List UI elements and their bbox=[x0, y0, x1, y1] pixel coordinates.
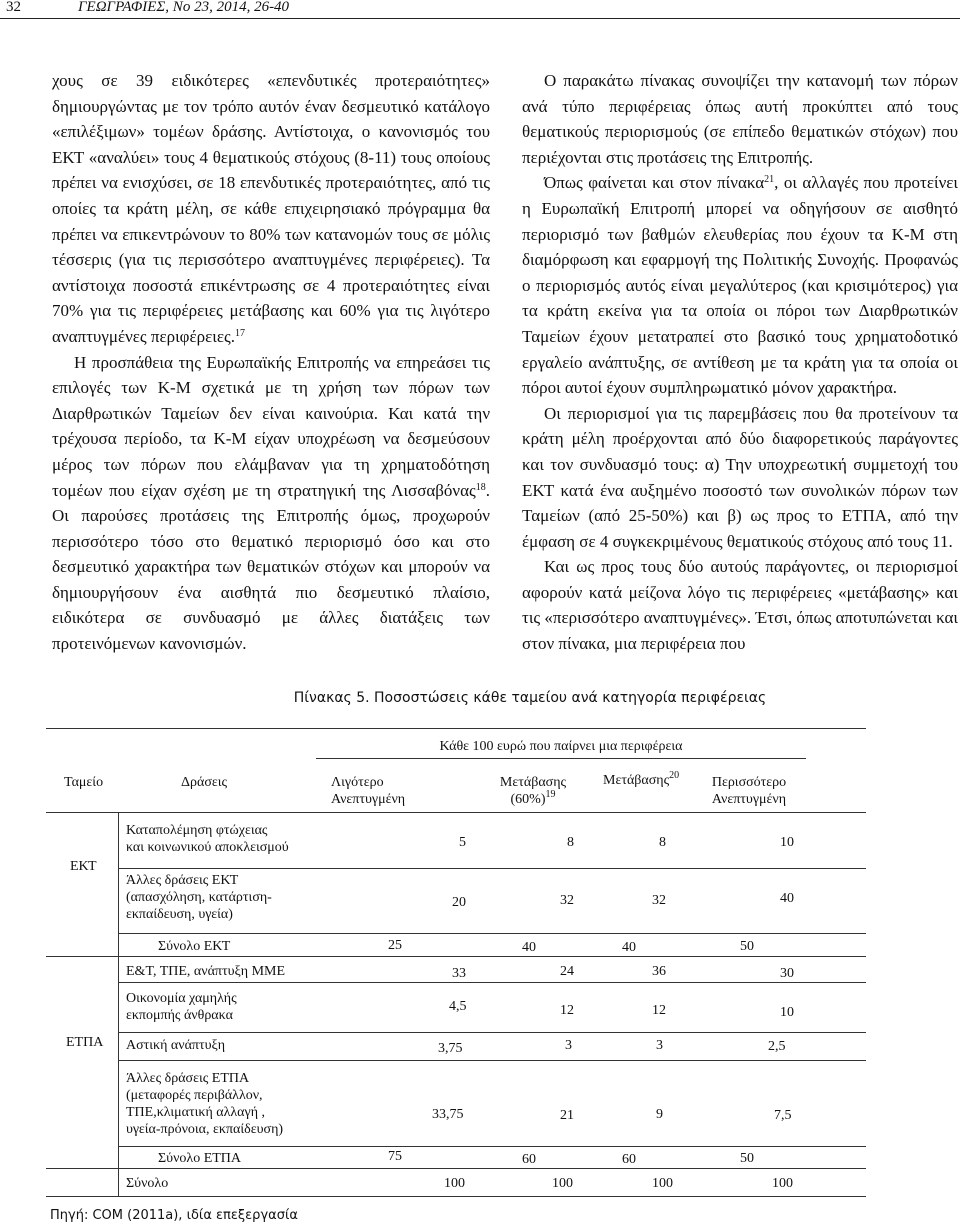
column-header-actions: Δράσεις bbox=[181, 775, 228, 790]
label-line: Οικονομία χαμηλής bbox=[126, 991, 237, 1006]
paragraph-text: Όπως φαίνεται και στον πίνακα bbox=[544, 173, 765, 193]
footnote-ref: 18 bbox=[475, 481, 486, 493]
page-number: 32 bbox=[6, 0, 21, 15]
journal-title: ΓΕΩΓΡΑΦΙΕΣ, Νο 23, 2014, 26-40 bbox=[78, 0, 290, 15]
cell: 3 bbox=[656, 1038, 663, 1053]
cell: 100 bbox=[444, 1176, 465, 1191]
cell: 40 bbox=[522, 940, 536, 955]
cell: 40 bbox=[622, 940, 636, 955]
paragraph: Και ως προς τους δύο αυτούς παράγοντες, οι περιορισμοί αφορούν κατά μείζονα λόγο τις περιφέρειες «μετάβασης» και τις «περισσότερο αναπτυγμένες». Έτσι, όπως αποτυπώνεται και στον πίνακα, μια περιφέρεια που bbox=[522, 557, 958, 654]
cell: 10 bbox=[780, 835, 794, 850]
footnote-ref: 21 bbox=[764, 174, 775, 186]
label-line: ΤΠΕ,κλιματική αλλαγή , bbox=[126, 1105, 266, 1120]
table-rule bbox=[46, 1196, 866, 1197]
label-line: (απασχόληση, κατάρτιση- bbox=[126, 890, 272, 905]
paragraph: Ο παρακάτω πίνακας συνοψίζει την κατανομή των πόρων ανά τύπο περιφέρειας όπως αυτή προκύπτει από τους θεματικούς περιορισμούς (σε επίπεδο θεματικών στόχων) που περιέχονται στις προτάσεις της Επιτροπής. bbox=[522, 71, 958, 167]
cell: 4,5 bbox=[449, 999, 467, 1014]
cell: 24 bbox=[560, 964, 574, 979]
cell: 50 bbox=[740, 1151, 754, 1166]
label-line: υγεία-πρόνοια, εκπαίδευση) bbox=[126, 1122, 284, 1137]
paragraph: Οι περιορισμοί για τις παρεμβάσεις που θα προτείνουν τα κράτη μέλη προέρχονται από δύο διαφορετικούς παράγοντες και τον συνδυασμό τους: α) Την υποχρεωτική συμμετοχή του ΕΚΤ κατά ένα αυξημένο ποσοστό των συνολικών πόρων των Ταμείων (από 25-50%) και β) ως προς το ΕΤΠΑ, από την έμφαση σε 4 συγκεκριμένους θεματικούς στόχους από τους 11. bbox=[522, 403, 958, 551]
cell: 36 bbox=[652, 964, 666, 979]
row-label: Σύνολο bbox=[126, 1176, 169, 1191]
table-rule bbox=[46, 1168, 866, 1169]
header-line: Λιγότερο bbox=[331, 775, 384, 790]
table-rule bbox=[118, 933, 866, 934]
cell: 8 bbox=[659, 835, 666, 850]
header-line bbox=[478, 791, 588, 808]
paragraph bbox=[522, 170, 958, 400]
table-rule bbox=[118, 1032, 866, 1033]
table-rule bbox=[46, 812, 866, 813]
footnote-ref: 20 bbox=[669, 770, 680, 781]
cell: 9 bbox=[656, 1107, 663, 1122]
cell: 75 bbox=[388, 1149, 402, 1164]
row-label bbox=[126, 822, 289, 856]
label-line: εκπαίδευση, υγεία) bbox=[126, 907, 233, 922]
table-caption: Πίνακας 5. Ποσοστώσεις κάθε ταμείου ανά κατηγορία περιφέρειας bbox=[293, 690, 767, 706]
header-line: Ανεπτυγμένη bbox=[711, 792, 787, 807]
cell: 32 bbox=[560, 893, 574, 908]
header-text: (60%) bbox=[510, 792, 546, 807]
cell: 100 bbox=[552, 1176, 573, 1191]
running-header bbox=[0, 0, 960, 40]
column-header-fund: Ταμείο bbox=[64, 775, 104, 790]
header-line: Ανεπτυγμένη bbox=[331, 792, 406, 807]
cell: 5 bbox=[459, 835, 466, 850]
cell: 33 bbox=[452, 966, 466, 981]
row-label: Σύνολο ΕΚΤ bbox=[158, 939, 231, 954]
cell: 33,75 bbox=[432, 1107, 464, 1122]
cell: 7,5 bbox=[774, 1108, 792, 1123]
table-rule bbox=[46, 728, 866, 729]
label-line: και κοινωνικού αποκλεισμού bbox=[126, 840, 289, 855]
row-label: Ε&Τ, ΤΠΕ, ανάπτυξη ΜΜΕ bbox=[126, 964, 286, 979]
cell: 10 bbox=[780, 1005, 794, 1020]
cell: 100 bbox=[652, 1176, 673, 1191]
row-label bbox=[126, 1070, 283, 1138]
label-line: (μεταφορές περιβάλλον, bbox=[126, 1088, 263, 1103]
cell: 32 bbox=[652, 893, 666, 908]
label-line: Άλλες δράσεις ΕΤΠΑ bbox=[126, 1071, 250, 1086]
cell: 60 bbox=[522, 1152, 536, 1167]
table-rule bbox=[118, 812, 119, 1196]
paragraph-text: . Οι παρούσες προτάσεις της Επιτροπής όμως, προχωρούν περισσότερο τόσο στο θεματικό περιορισμό όσο και στο δεσμευτικό χαρακτήρα των θεματικών στόχων και μπορούν να δημιουργήσουν ένα αισθητά πιο δεσμευτικό πλαίσιο, ειδικότερα σε συνδυασμό με άλλες διατάξεις των προτεινόμενων κανονισμών. bbox=[52, 480, 490, 654]
right-column bbox=[522, 68, 958, 657]
table-source: Πηγή: COM (2011a), ιδία επεξεργασία bbox=[50, 1208, 298, 1223]
cell: 50 bbox=[740, 939, 754, 954]
footnote-ref: 19 bbox=[545, 789, 556, 800]
row-label bbox=[126, 990, 237, 1024]
allocation-table bbox=[46, 728, 866, 1198]
table-super-header: Κάθε 100 ευρώ που παίρνει μια περιφέρεια bbox=[439, 739, 683, 754]
cell: 20 bbox=[452, 895, 466, 910]
footnote-ref: 17 bbox=[234, 327, 245, 339]
row-label bbox=[126, 872, 272, 923]
cell: 3,75 bbox=[438, 1041, 463, 1056]
cell: 100 bbox=[772, 1176, 793, 1191]
table-rule bbox=[118, 868, 866, 869]
column-header-transition-60 bbox=[478, 774, 588, 808]
label-line: Καταπολέμηση φτώχειας bbox=[126, 823, 268, 838]
table-rule bbox=[118, 1060, 866, 1061]
cell: 2,5 bbox=[768, 1039, 786, 1054]
row-label: Σύνολο ΕΤΠΑ bbox=[158, 1151, 242, 1166]
fund-ekt: ΕΚΤ bbox=[70, 859, 97, 874]
header-text: Μετάβασης bbox=[603, 773, 670, 788]
paragraph-text: Η προσπάθεια της Ευρωπαϊκής Επιτροπής να επηρεάσει τις επιλογές των Κ-Μ σχετικά με τη χρήση των πόρων των Διαρθρωτικών Ταμείων δεν είναι καινούρια. Και κατά την τρέχουσα περίοδο, τα Κ-Μ είχαν υποχρέωση να δεσμεύσουν μέρος των πόρων που ελάμβαναν για τη χρηματοδότηση τομέων που είχαν σχέση με τη στρατηγική της Λισσαβόνας bbox=[52, 352, 490, 500]
paragraph-text: χους σε 39 ειδικότερες «επενδυτικές προτεραιότητες» δημιουργώντας με τον τρόπο αυτόν έναν δεσμευτικό κατάλογο «επιλέξιμων» τομέων δράσης. Αντίστοιχα, ο κανονισμός του ΕΚΤ «αναλύει» τους 4 θεματικούς στόχους (8-11) τους οποίους πρέπει να ενισχύσει, σε 18 επενδυτικές προτεραιότητες, από τις οποίες τα κράτη μέλη, σε κάθε επιχειρησιακό πρόγραμμα θα πρέπει να επικεντρώνουν το 80% των κατανομών τους σε μόλις τέσσερις (για τις περισσότερο αναπτυγμένες περιφέρειες). Τα αντίστοιχα ποσοστά επικέντρωσης σε 4 προτεραιότητες είναι 70% για τις περιφέρειες μετάβασης και 60% για τις λιγότερο αναπτυγμένες περιφέρειες. bbox=[52, 71, 490, 346]
label-line: εκπομπής άνθρακα bbox=[126, 1008, 233, 1023]
column-header-more-developed bbox=[694, 774, 804, 808]
header-line: Μετάβασης bbox=[499, 775, 567, 790]
paragraph bbox=[52, 68, 490, 350]
cell: 30 bbox=[780, 966, 794, 981]
cell: 8 bbox=[567, 835, 574, 850]
column-header-transition bbox=[603, 772, 679, 789]
cell: 12 bbox=[652, 1003, 666, 1018]
paragraph bbox=[52, 350, 490, 657]
table-rule bbox=[118, 1146, 866, 1147]
cell: 3 bbox=[565, 1038, 572, 1053]
cell: 25 bbox=[388, 938, 402, 953]
label-line: Άλλες δράσεις ΕΚΤ bbox=[126, 873, 239, 888]
table-rule bbox=[316, 758, 806, 759]
paragraph-text: , οι αλλαγές που προτείνει η Ευρωπαϊκή Επιτροπή μπορεί να οδηγήσουν σε αισθητό περιορισμό των βαθμών ελευθερίας που έχουν τα Κ-Μ στη διαμόρφωση και εφαρμογή της Πολιτικής Συνοχής. Προφανώς ο περιορισμός αυτός είναι μεγαλύτερος (και κρισιμότερος) για τα κράτη εκείνα για τα οποία οι πόροι των Διαρθρωτικών Ταμείων έχουν μετατραπεί στο βασικό τους χρηματοδοτικό εργαλείο ανάπτυξης, σε αντίθεση με τα κράτη για τα οποία οι πόροι αυτοί έχουν συμπληρωματικό μόνον χαρακτήρα. bbox=[522, 173, 958, 398]
header-rule bbox=[0, 18, 960, 19]
table-rule bbox=[118, 982, 866, 983]
fund-etpa: ΕΤΠΑ bbox=[66, 1035, 104, 1050]
table-rule bbox=[46, 956, 866, 957]
cell: 12 bbox=[560, 1003, 574, 1018]
header-line: Περισσότερο bbox=[711, 775, 787, 790]
column-header-less-developed bbox=[331, 774, 405, 808]
row-label: Αστική ανάπτυξη bbox=[126, 1038, 226, 1053]
cell: 21 bbox=[560, 1108, 574, 1123]
left-column bbox=[52, 68, 490, 657]
cell: 60 bbox=[622, 1152, 636, 1167]
cell: 40 bbox=[780, 891, 794, 906]
